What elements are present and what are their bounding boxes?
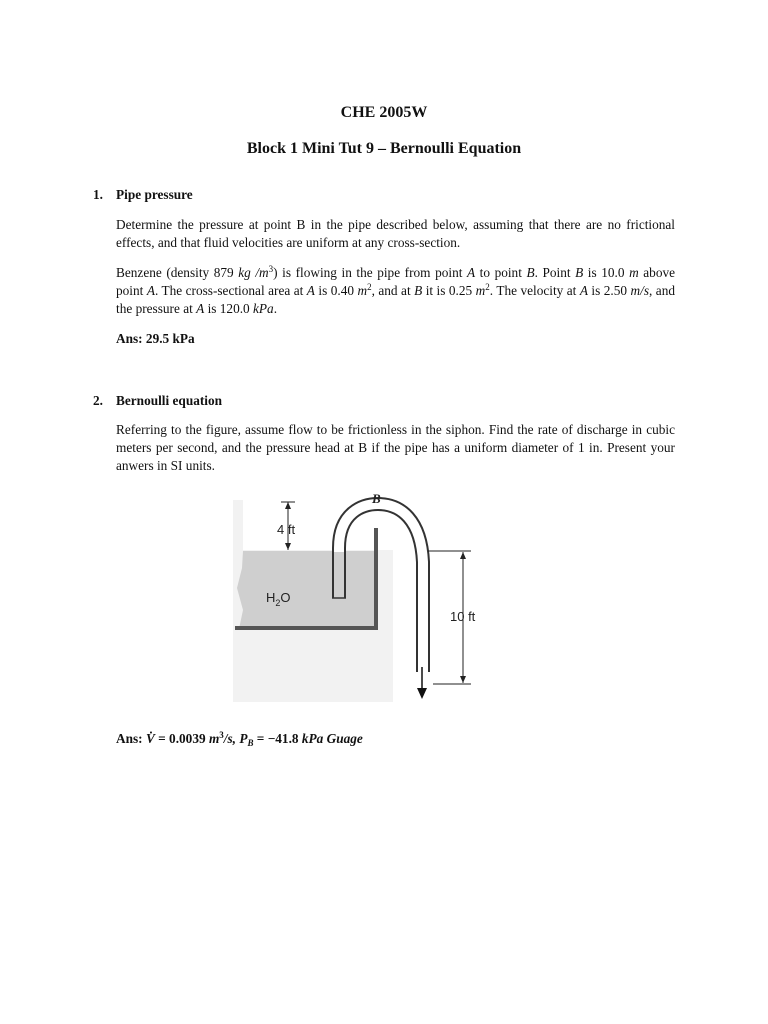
area-b-unit: m	[475, 283, 486, 298]
label-subscript-2: 2	[275, 598, 281, 608]
text-span: Benzene (density	[116, 265, 214, 280]
answer-prefix: Ans:	[116, 731, 146, 746]
text-span: ) is flowing in the pipe from point	[273, 265, 467, 280]
velocity-value: 2.50	[603, 283, 628, 298]
area-a-exponent: 2	[367, 282, 372, 292]
density-exponent: 3	[268, 264, 274, 274]
text-span: above point	[116, 265, 676, 298]
text-span: is	[204, 301, 220, 316]
water-body	[237, 551, 378, 629]
point-b: B	[526, 265, 535, 280]
height-value: 10.0	[601, 265, 625, 280]
point-b: B	[575, 265, 584, 280]
text-span: to point	[475, 265, 527, 280]
question-2-heading	[93, 392, 222, 410]
question-2-answer	[116, 730, 363, 748]
pressure-value: 120.0	[219, 301, 250, 316]
height-unit: m	[629, 265, 639, 280]
text-span: . Point	[534, 265, 576, 280]
question-1-paragraph-1: Determine the pressure at point B in the pipe described below, assuming that there are no frictional effects, and that fluid velocities are uniform at any cross-section.	[116, 217, 675, 250]
flow-rate-value: 0.0039	[169, 731, 206, 746]
label-h: H	[266, 590, 276, 605]
text-span: is	[587, 283, 604, 298]
area-a-value: 0.40	[330, 283, 354, 298]
label-o: O	[280, 590, 291, 605]
text-span: . The cross-sectional area at	[154, 283, 307, 298]
pressure-value: −41.8	[267, 731, 299, 746]
point-a: A	[466, 265, 476, 280]
equals-sign: =	[253, 731, 268, 746]
text-span: , and the pressure at	[116, 283, 675, 316]
text-span: is	[314, 283, 331, 298]
question-2-paragraph: Referring to the figure, assume flow to be frictionless in the siphon. Find the rate of discharge in cubic meters per second, and the pressure head at B if the pipe has a uniform diameter of 1 in. Present your anwers in SI units.	[116, 422, 675, 473]
point-b: B	[414, 283, 423, 298]
label-point-b: B	[372, 492, 381, 506]
area-b-value: 0.25	[448, 283, 473, 298]
pressure-symbol: P	[239, 731, 248, 746]
pressure-unit: kPa Guage	[301, 731, 363, 746]
density-unit: kg /m	[238, 265, 269, 280]
label-4ft: 4 ft	[277, 522, 296, 537]
question-1-number: 1.	[93, 187, 103, 202]
siphon-figure	[233, 492, 483, 702]
text-span: , and at	[371, 283, 415, 298]
question-2-number: 2.	[93, 393, 103, 408]
area-b-exponent: 2	[485, 282, 490, 292]
flow-rate-unit: m	[208, 731, 220, 746]
flow-rate-symbol: V̇	[145, 731, 155, 746]
velocity-unit: m/s	[630, 283, 649, 298]
label-10ft: 10 ft	[450, 609, 476, 624]
course-code: CHE 2005W	[340, 104, 428, 121]
question-1-heading	[93, 186, 193, 204]
page-title: Block 1 Mini Tut 9 – Bernoulli Equation	[246, 140, 522, 157]
area-a-unit: m	[357, 283, 368, 298]
flow-rate-exponent: 3	[219, 730, 224, 740]
text-span: it is	[422, 283, 449, 298]
pressure-unit: kPa	[253, 301, 274, 316]
point-a: A	[579, 283, 588, 298]
question-1-title: Pipe pressure	[116, 187, 193, 202]
pressure-subscript: B	[247, 738, 254, 748]
point-a: A	[306, 283, 315, 298]
density-value: 879	[213, 265, 234, 280]
text-span: is	[583, 265, 602, 280]
text-span: . The velocity at	[489, 283, 580, 298]
separator: ,	[232, 731, 240, 746]
text-span: .	[273, 301, 278, 316]
point-a: A	[196, 301, 205, 316]
question-1-paragraph-2	[116, 264, 675, 318]
flow-rate-unit-tail: /s	[223, 731, 233, 746]
question-2-title: Bernoulli equation	[116, 393, 223, 408]
point-a: A	[146, 283, 155, 298]
question-1-answer: Ans: 29.5 kPa	[116, 331, 195, 346]
equals-sign: =	[154, 731, 170, 746]
